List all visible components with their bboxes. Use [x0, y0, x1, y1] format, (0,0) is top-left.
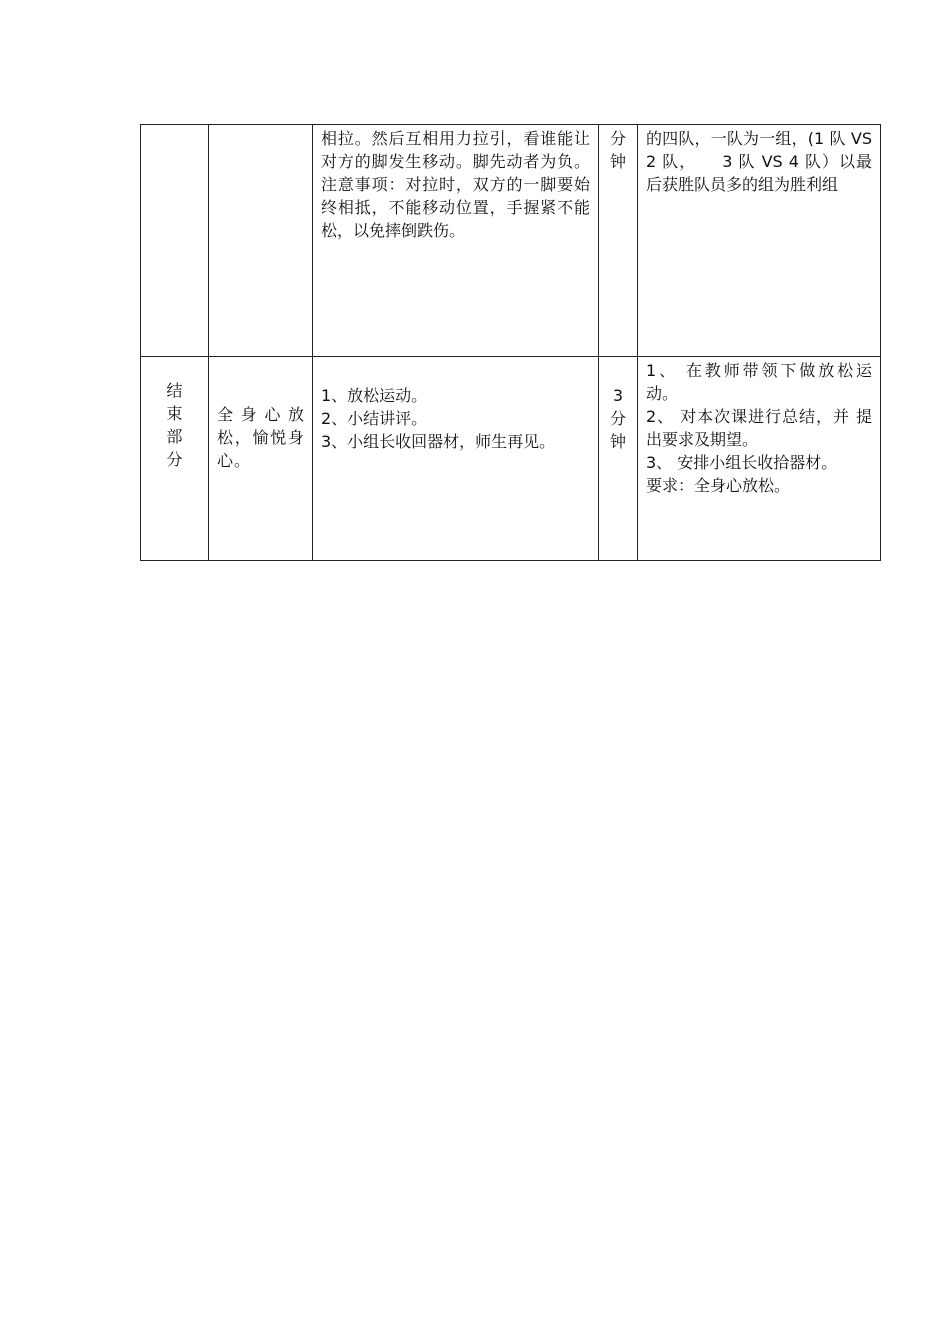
section-cell	[141, 125, 209, 357]
organization-item: 3、 安排小组长收拾器材。	[646, 453, 838, 472]
goal-text: 全身心放松，愉悦身心。	[217, 405, 305, 470]
time-text: 钟	[609, 152, 626, 171]
organization-cell	[638, 357, 881, 561]
goal-cell	[209, 125, 313, 357]
organization-text: 的四队，一队为一组，(1 队 VS 2 队， 3 队 VS 4 队）以最后获胜队员多的组为胜利组	[646, 129, 872, 194]
organization-cell	[638, 125, 881, 357]
content-item: 3、小组长收回器材，师生再见。	[321, 432, 556, 451]
time-text: 分	[609, 409, 626, 428]
organization-item: 2、 对本次课进行总结，并 提出要求及期望。	[646, 407, 872, 449]
time-text: 分	[609, 129, 626, 148]
content-list	[313, 357, 598, 453]
time-cell	[599, 357, 638, 561]
organization-list	[638, 357, 880, 497]
time-text: 3	[612, 386, 624, 405]
organization-item: 要求：全身心放松。	[646, 476, 791, 495]
time-cell	[599, 125, 638, 357]
section-cell	[141, 357, 209, 561]
content-text: 相拉。然后互相用力拉引，看谁能让对方的脚发生移动。脚先动者为负。 注意事项：对拉时，双方的一脚要始终相抵，不能移动位置，手握紧不能 松，以免摔倒跌伤。	[321, 129, 590, 240]
content-item: 2、小结讲评。	[321, 409, 428, 428]
organization-item: 1、 在教师带领下做放松运 动。	[646, 361, 872, 403]
table-row	[141, 125, 881, 357]
time-text: 钟	[609, 432, 626, 451]
content-item: 1、放松运动。	[321, 386, 428, 405]
lesson-plan-table	[140, 124, 881, 561]
content-cell	[313, 125, 599, 357]
section-label: 结 束 部 分	[166, 381, 183, 469]
goal-cell	[209, 357, 313, 561]
table-row	[141, 357, 881, 561]
content-cell	[313, 357, 599, 561]
